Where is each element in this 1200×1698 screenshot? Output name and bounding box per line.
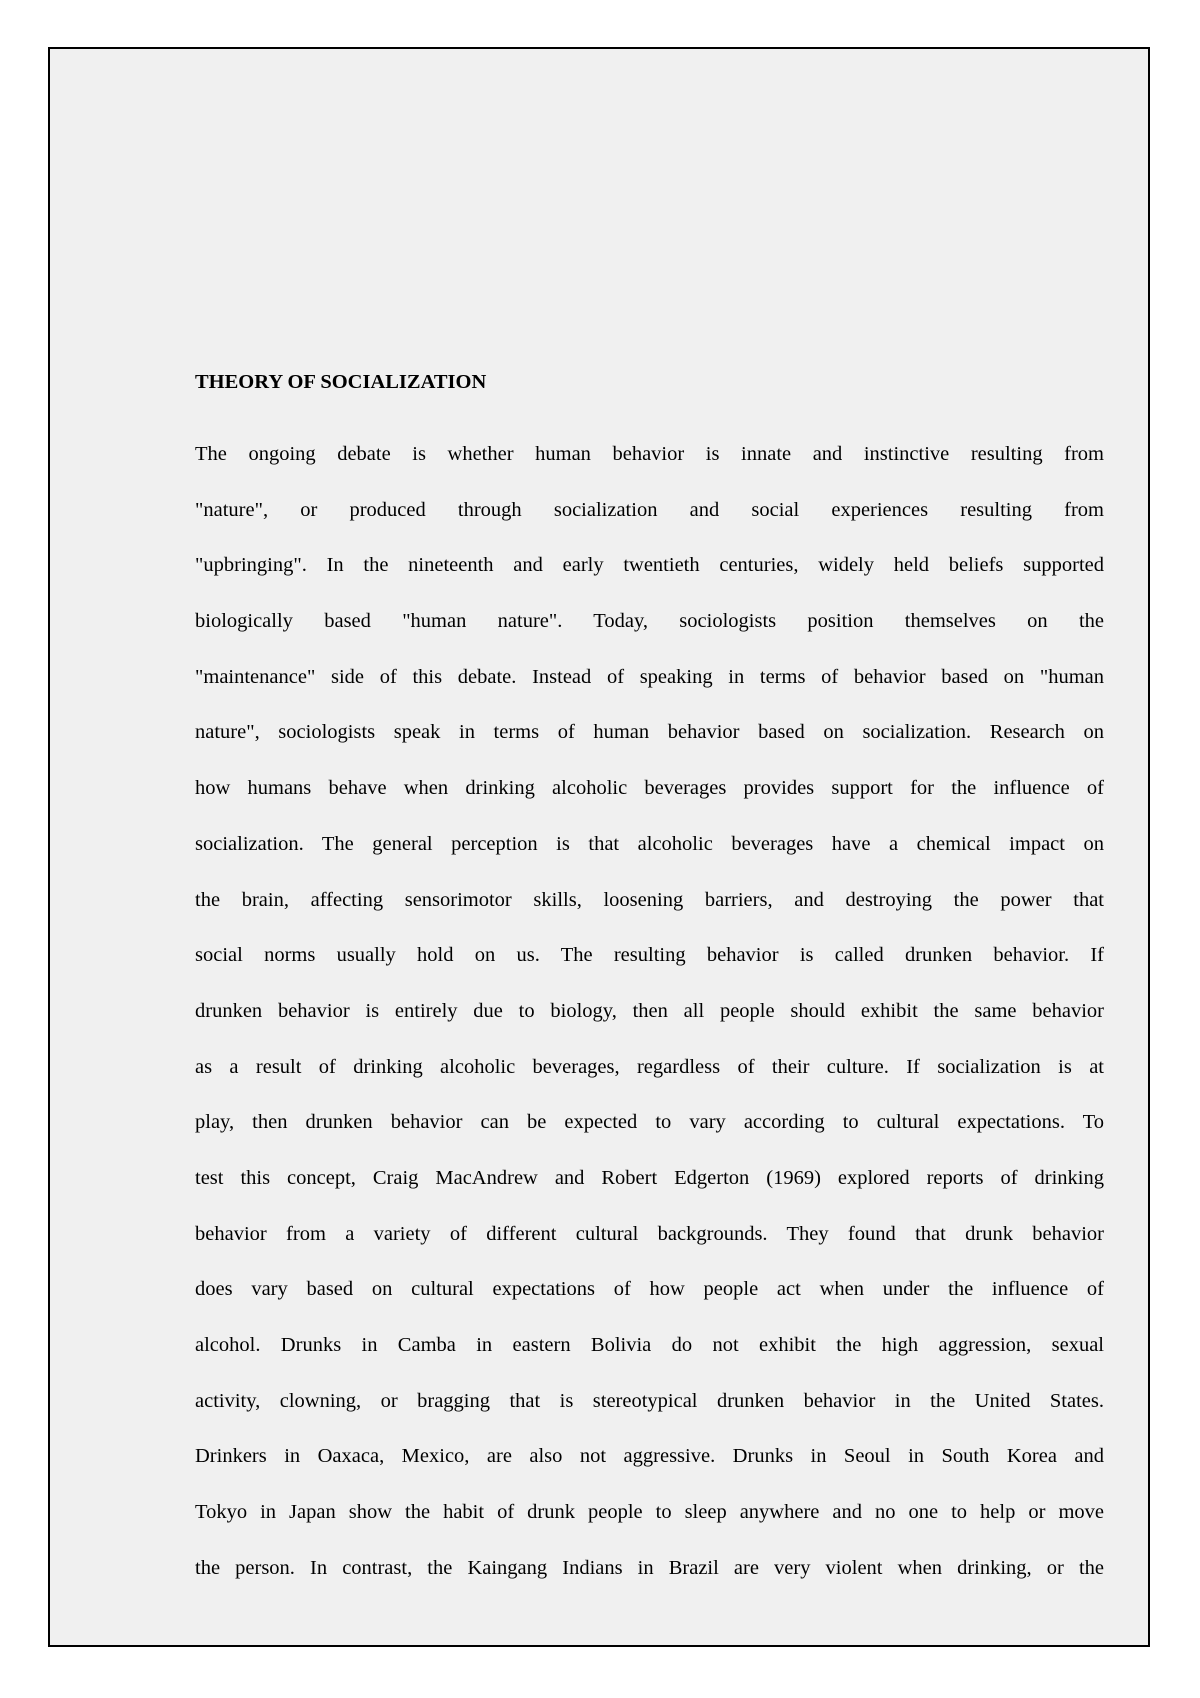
body-line: social norms usually hold on us. The resulting behavior is called drunken behavior. If [195,944,1104,967]
body-line: drunken behavior is entirely due to biology, then all people should exhibit the same behavior [195,999,1104,1022]
body-line: activity, clowning, or bragging that is stereotypical drunken behavior in the United States. [195,1389,1104,1412]
body-line: as a result of drinking alcoholic beverages, regardless of their culture. If socialization is at [195,1055,1104,1078]
body-line: "maintenance" side of this debate. Instead of speaking in terms of behavior based on "human [195,665,1104,688]
body-line: Tokyo in Japan show the habit of drunk people to sleep anywhere and no one to help or move [195,1501,1104,1524]
body-line: play, then drunken behavior can be expected to vary according to cultural expectations. To [195,1111,1104,1134]
document-heading: THEORY OF SOCIALIZATION [195,371,487,393]
body-line: alcohol. Drunks in Camba in eastern Bolivia do not exhibit the high aggression, sexual [195,1334,1104,1356]
body-line: Drinkers in Oaxaca, Mexico, are also not aggressive. Drunks in Seoul in South Korea and [195,1445,1104,1468]
body-line: the person. In contrast, the Kaingang Indians in Brazil are very violent when drinking, or the [195,1556,1104,1579]
body-line: behavior from a variety of different cultural backgrounds. They found that drunk behavior [195,1222,1104,1245]
body-line: does vary based on cultural expectations of how people act when under the influence of [195,1278,1104,1301]
body-line: The ongoing debate is whether human behavior is innate and instinctive resulting from [195,443,1104,465]
body-line: "nature", or produced through socialization and social experiences resulting from [195,498,1104,521]
document-body [195,438,1104,1607]
body-line: test this concept, Craig MacAndrew and Robert Edgerton (1969) explored reports of drinking [195,1166,1104,1189]
body-line: biologically based "human nature". Today, sociologists position themselves on the [195,610,1104,633]
body-line: the brain, affecting sensorimotor skills, loosening barriers, and destroying the power that [195,888,1104,911]
document-page [48,47,1150,1647]
body-line: nature", sociologists speak in terms of human behavior based on socialization. Research on [195,721,1104,744]
body-line: "upbringing". In the nineteenth and early twentieth centuries, widely held beliefs supported [195,554,1104,577]
body-line: socialization. The general perception is that alcoholic beverages have a chemical impact on [195,832,1104,855]
body-line: how humans behave when drinking alcoholic beverages provides support for the influence of [195,777,1104,800]
